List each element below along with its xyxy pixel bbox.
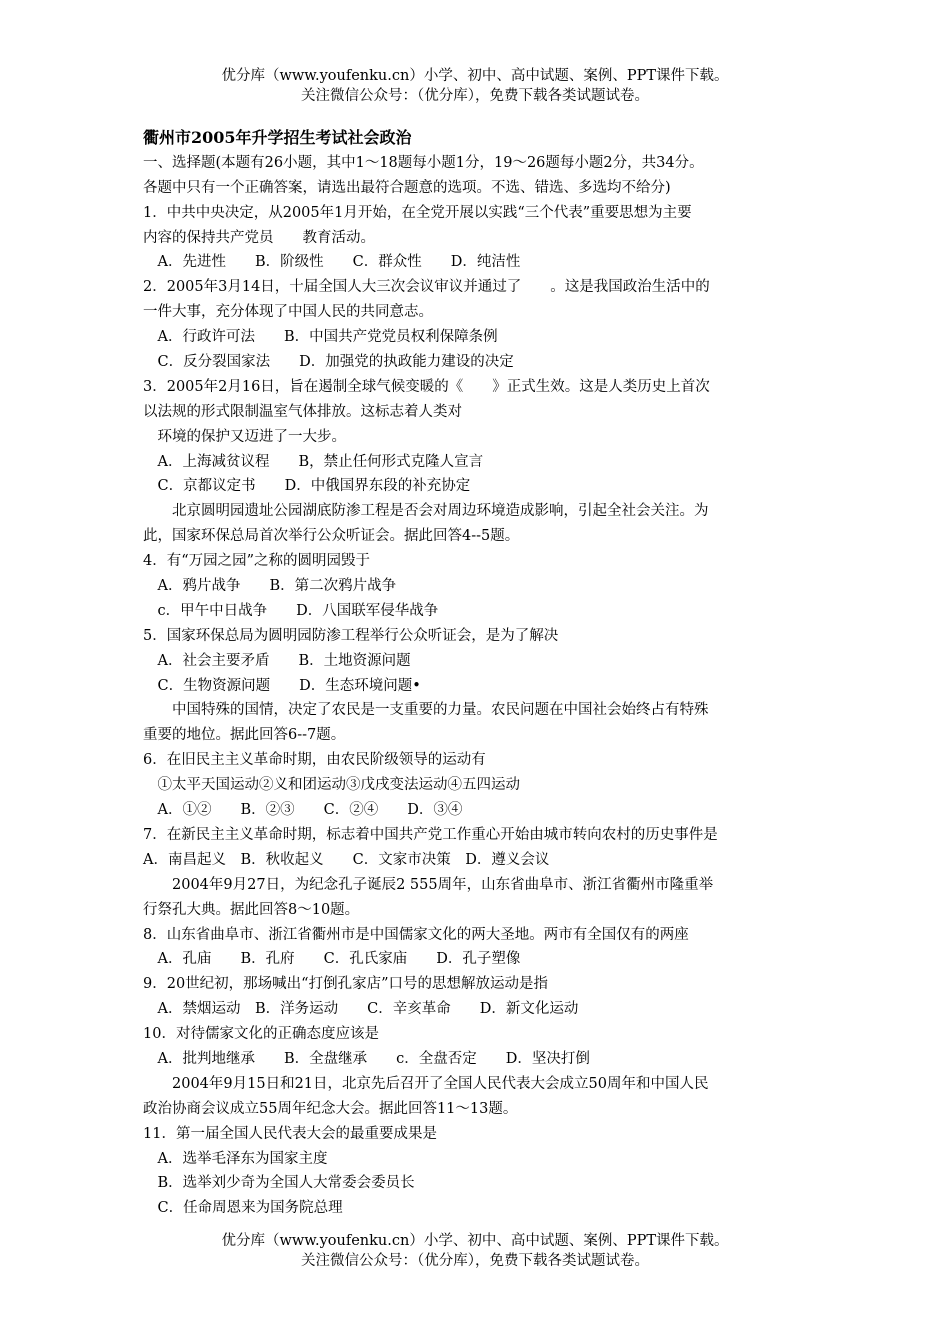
text-line: 2004年9月27日，为纪念孔子诞辰2 555周年，山东省曲阜市、浙江省衢州市隆重举	[143, 876, 714, 893]
page-header	[0, 66, 950, 106]
text-line: A．禁烟运动 B．洋务运动 C．辛亥革命 D．新文化运动	[143, 1001, 579, 1018]
text-line: A．孔庙 B．孔府 C．孔氏家庙 D．孔子塑像	[143, 951, 521, 968]
text-line: 重要的地位。据此回答6--7题。	[143, 727, 346, 744]
exam-content	[143, 126, 811, 1221]
text-line: 行祭孔大典。据此回答8～10题。	[143, 901, 360, 918]
text-line: A．先进性 B．阶级性 C．群众性 D．纯洁性	[143, 254, 521, 271]
text-line: 中国特殊的国情，决定了农民是一支重要的力量。农民问题在中国社会始终占有特殊	[143, 702, 709, 719]
text-line: A．①② B．②③ C．②④ D．③④	[143, 802, 463, 819]
text-line: ①太平天国运动②义和团运动③戊戌变法运动④五四运动	[143, 777, 520, 794]
text-line: C．京都议定书 D．中俄国界东段的补充协定	[143, 478, 471, 495]
text-line: 8．山东省曲阜市、浙江省衢州市是中国儒家文化的两大圣地。两市有全国仅有的两座	[143, 926, 689, 943]
header-line-2: 关注微信公众号：（优分库），免费下载各类试题试卷。	[301, 88, 649, 104]
text-line: A．选举毛泽东为国家主度	[143, 1150, 328, 1167]
text-line: C．任命周恩来为国务院总理	[143, 1200, 343, 1217]
text-line: A．南昌起义 B．秋收起义 C．文家市决策 D．遵义会议	[143, 851, 550, 868]
text-line: 6．在旧民主主义革命时期，由农民阶级领导的运动有	[143, 752, 486, 769]
text-line: A．社会主要矛盾 B．土地资源问题	[143, 652, 411, 669]
text-line: 政治协商会议成立55周年纪念大会。据此回答11～13题。	[143, 1100, 518, 1117]
text-line: 7．在新民主主义革命时期，标志着中国共产党工作重心开始由城市转向农村的历史事件是	[143, 826, 718, 843]
text-line: 5．国家环保总局为圆明园防渗工程举行公众听证会，是为了解决	[143, 627, 559, 644]
text-line: A．上海减贫议程 B，禁止任何形式克隆人宣言	[143, 453, 484, 470]
text-line: 10．对待儒家文化的正确态度应该是	[143, 1026, 379, 1043]
text-line: 环境的保护又迈进了一大步。	[143, 428, 346, 445]
text-line: 4．有“万园之园”之称的圆明园毁于	[143, 553, 371, 570]
text-line: 此，国家环保总局首次举行公众听证会。据此回答4--5题。	[143, 528, 520, 545]
text-line: 1．中共中央决定，从2005年1月开始，在全党开展以实践“三个代表”重要思想为主要	[143, 204, 692, 221]
text-line: 9．20世纪初，那场喊出“打倒孔家店”口号的思想解放运动是指	[143, 976, 548, 993]
exam-title: 衢州市2005年升学招生考试社会政治	[143, 128, 412, 147]
text-line: A．鸦片战争 B．第二次鸦片战争	[143, 578, 397, 595]
text-line: A．批判地继承 B．全盘继承 c．全盘否定 D．坚决打倒	[143, 1050, 590, 1067]
text-line: C．生物资源问题 D．生态环境问题•	[143, 677, 421, 694]
text-line: C．反分裂国家法 D．加强党的执政能力建设的决定	[143, 354, 514, 371]
text-line: A．行政许可法 B．中国共产党党员权利保障条例	[143, 329, 498, 346]
footer-line-1: 优分库（www.youfenku.cn）小学、初中、高中试题、案例、PPT课件下载。	[221, 1233, 729, 1249]
footer-line-2: 关注微信公众号：（优分库），免费下载各类试题试卷。	[301, 1253, 649, 1269]
page-footer	[0, 1231, 950, 1271]
text-line: 3．2005年2月16日，旨在遏制全球气候变暖的《 》正式生效。这是人类历史上首次	[143, 378, 710, 395]
text-line: 2004年9月15日和21日，北京先后召开了全国人民代表大会成立50周年和中国人民	[143, 1075, 709, 1092]
header-line-1: 优分库（www.youfenku.cn）小学、初中、高中试题、案例、PPT课件下载。	[221, 68, 729, 84]
text-line: 2．2005年3月14日，十届全国人大三次会议审议并通过了 。这是我国政治生活中的	[143, 279, 710, 296]
text-line: 11．第一届全国人民代表大会的最重要成果是	[143, 1125, 437, 1142]
text-line: c．甲午中日战争 D．八国联军侵华战争	[143, 602, 439, 619]
text-line: 一、选择题(本题有26小题，其中1～18题每小题1分，19～26题每小题2分，共34分。	[143, 154, 704, 171]
text-line: 北京圆明园遗址公园湖底防渗工程是否会对周边环境造成影响，引起全社会关注。为	[143, 503, 709, 520]
text-line: 各题中只有一个正确答案，请选出最符合题意的选项。不选、错选、多选均不给分)	[143, 179, 671, 196]
text-line: B．选举刘少奇为全国人大常委会委员长	[143, 1175, 415, 1192]
text-line: 内容的保持共产党员 教育活动。	[143, 229, 375, 246]
question-lines	[143, 151, 811, 1221]
text-line: 一件大事，充分体现了中国人民的共同意志。	[143, 304, 433, 321]
text-line: 以法规的形式限制温室气体排放。这标志着人类对	[143, 403, 462, 420]
